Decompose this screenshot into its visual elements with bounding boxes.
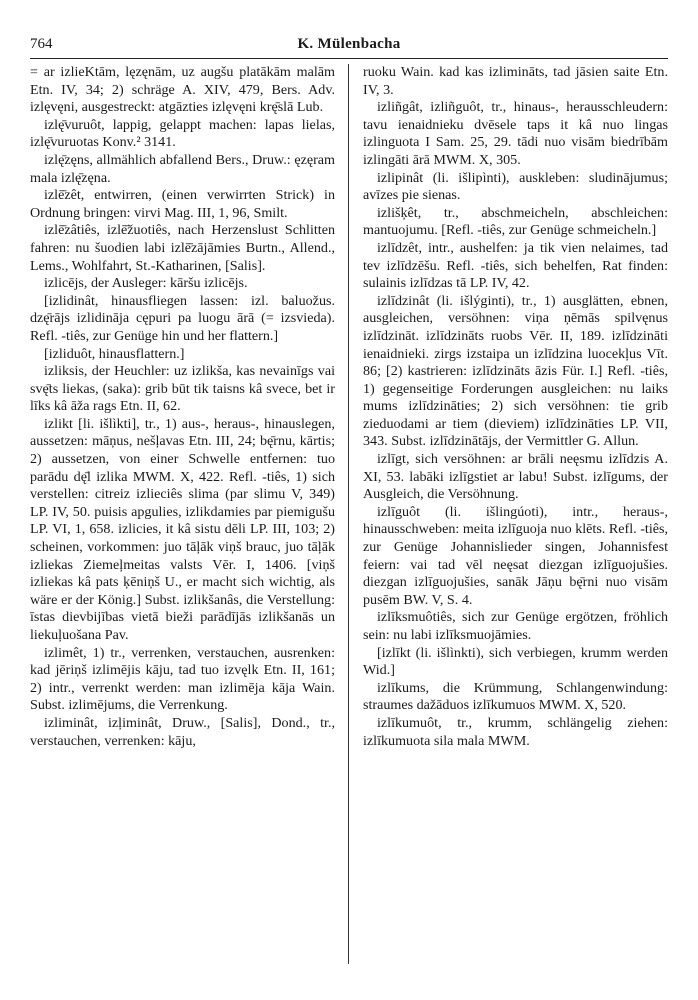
left-column [30,64,335,750]
entry: izlikt [li. išlìkti], tr., 1) aus-, heraus-, hinauslegen, aussetzen: māņus, nešļavas Etn. III, 24; bę̄rnu, kārtis; 2) aussetzen, von einer Schwelle entfernen: tuo parādu dę̄l izlika MWM. X, 422. Refl. -tiês, 1) sich verstellen: citreiz izlieciês slima (par slimu V, 349) LP. IV, 50. puisis apgulies, izlikdamies par piemigušu LP. VI, 1, 658. izlicies, it kâ sistu dēli LP. III, 103; 2) scheinen, vorkommen: juo tāļāk viņš brauc, juo tāļāk izliekas Ziemeļmeitas valsts Vēr. I, 1406. [viņš izliekas kâ pats ķēniņš U., er macht sich wichtig, als wäre er der König.] Subst. izlikšanâs, die Verstellung: īstas dievbijības vietā bieži parādījās izlikšanās un liekuļuošana Pav. [30,415,335,643]
entry: izlīksmuôtiês, sich zur Genüge ergötzen, fröhlich sein: nu labi izlīksmuojāmies. [363,609,668,643]
entry: [izlidinât, hinausfliegen lassen: izl. baluožus. dzę̄rājs izlidināja cępuri pa luogu ārā (= izsvieda). Refl. -tiês, zur Genüge hin und her flattern.] [30,292,335,344]
right-column [363,64,668,750]
entry: izlicējs, der Ausleger: kāršu izlicējs. [44,275,248,292]
entry: izlīkums, die Krümmung, Schlangenwindung: straumes dažāduos izlīkumuos MWM. X, 520. [363,679,668,714]
entry: [izliduôt, hinausflattern.] [44,345,185,362]
entry: izliñgât, izliñguôt, tr., hinaus-, herausschleudern: tavu ienaidnieku dvēsele taps it kâ nuo lingas izlinguota I Sam. 25, 29. tādi nuo visām biedrībām izlingāti ārā MWM. X, 305. [363,99,668,168]
entry: izlišķêt, tr., abschmeicheln, abschleichen: mantuojumu. [Refl. -tiês, zur Genüge schmeicheln.] [363,204,668,239]
column-divider [348,64,349,964]
entry: = ar izlieKtām, lęzęnām, uz augšu platākām malām Etn. IV, 34; 2) schräge A. XIV, 479, Bers. Adv. izlęvęni, ausgestreckt: atgāzties izlęvęni krę̄slā Lub. [30,64,335,116]
running-head: K. Mülenbacha [297,36,401,52]
entry: izliksis, der Heuchler: uz izlikša, kas nevainīgs vai svę̄ts liekas, (saka): grib būt tik taisns kâ svece, bet ir līks kâ āža rags Etn. II, 62. [30,363,335,415]
entry: izlimêt, 1) tr., verrenken, verstauchen, ausrenken: kad jēriņš izlimējis kāju, tad tuo izvęlk Etn. II, 161; 2) intr., verrenkt werden: man izlimēja kāja Wain. Subst. izlimējums, die Verrenkung. [30,644,335,714]
page-header [30,34,668,59]
entry: izlę̄zęns, allmählich abfallend Bers., Druw.: ęzęram mala izlę̄zęna. [30,151,335,186]
entry: izlīgt, sich versöhnen: ar brāli neęsmu izlīdzis A. XI, 53. labāki izlīgstiet ar labu! Subst. izlīgums, der Ausgleich, die Versöhnung. [363,451,668,503]
entry: izliminât, izļiminât, Druw., [Salis], Dond., tr., verstauchen, verrenken: kāju, [30,714,335,749]
entry: izlīdzêt, intr., aushelfen: ja tik vien nelaimes, tad tev izlīdzēšu. Refl. -tiês, sich behelfen, Rat finden: sulainis izlīdzas tā LP. IV, 42. [363,239,668,292]
entry: izlē̄zêt, entwirren, (einen verwirrten Strick) in Ordnung bringen: virvi Mag. III, 1, 96, Smilt. [30,187,335,221]
entry: izlīdzinât (li. išlýginti), tr., 1) ausglätten, ebnen, ausgleichen, versöhnen: viņa ņēmās spilvęnus izlīdzināt. izlīdzināts ruobs Vēr. II, 189. izlīdzināti ienaidnieki. zirgs izstaipa un izlīdzina luocekļus Vīt. 86; [2) kastrieren: izlīdzināts āzis Für. I.] Refl. -tiês, 1) gegenseitige Forderungen ausgleichen: nu laiks mums izlīdzināties; 2) sich versöhnen: tie grib zieduodami ar tiem (dieviem) izlīdzināties LP. VII, 343. Subst. izlīdzinātājs, der Vermittler G. Allun. [363,292,668,450]
entry: izlīkumuôt, tr., krumm, schlängelig ziehen: izlīkumuota sila mala MWM. [363,714,668,749]
entry: izlē̄zâtiês, izlē̄žuotiês, nach Herzenslust Schlitten fahren: nu šuodien labi izlē̄zājāmies Burtn., Allend., Lems., Wohlfahrt, St.-Katharinen, [Salis]. [30,222,335,274]
entry: izlipinât (li. išlipìnti), auskleben: sludinājumus; avīzes pie sienas. [363,169,668,204]
dictionary-page [30,34,668,974]
text-columns [30,64,668,974]
entry: izlę̄vuruôt, lappig, gelappt machen: lapas lielas, izlę̄vuruotas Konv.² 3141. [30,116,335,151]
page-number: 764 [30,36,53,52]
entry: izlīguôt (li. išlingúoti), intr., heraus-, hinausschweben: meita izlīguoja nuo klēts. Refl. -tiês, zur Genüge Johannislieder singen, Johannisfest feiern: vai tad vēl neęsat diezgan izlīguojušies. diezgan izlīguojušies, sanāk Jāņu bę̄rni nuo visām pusēm BW. V, S. 4. [363,503,668,608]
entry: [izlīkt (li. išlìnkti), sich verbiegen, krumm werden Wid.] [363,644,668,679]
entry: ruoku Wain. kad kas izlimināts, tad jāsien saite Etn. IV, 3. [363,64,668,98]
